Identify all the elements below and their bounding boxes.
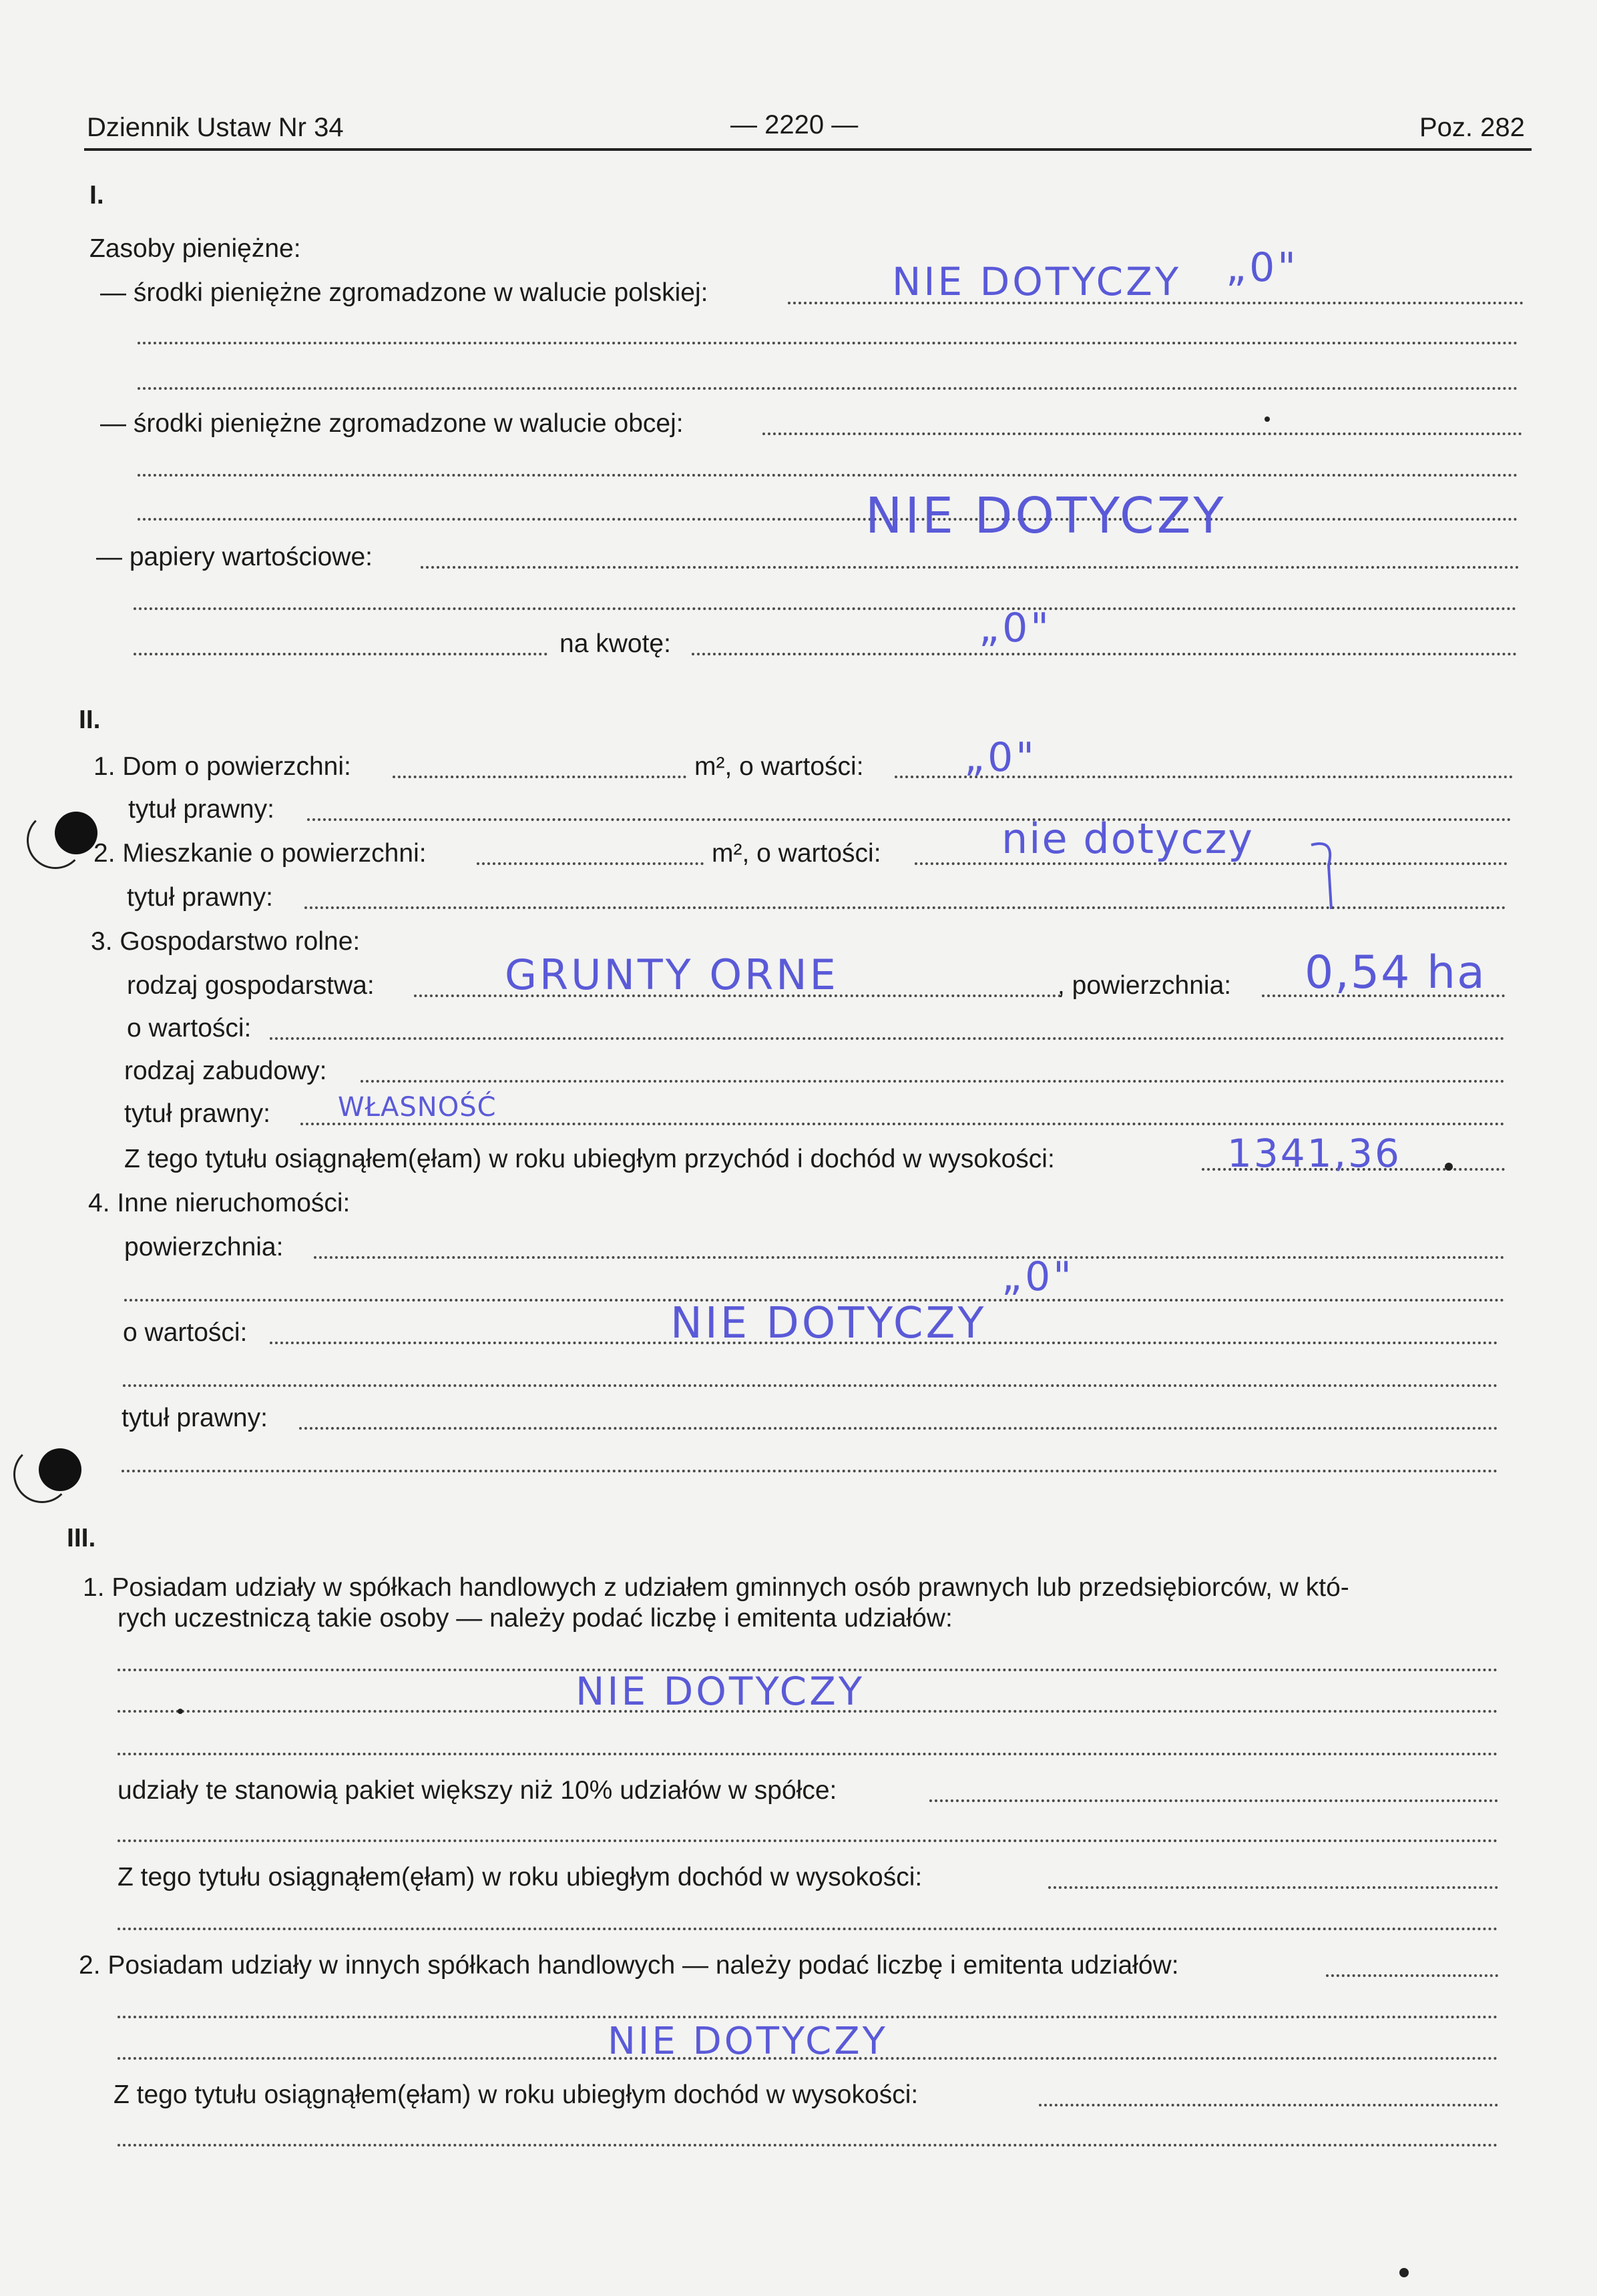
header-rule (84, 148, 1532, 151)
foreign-funds-line[interactable] (762, 433, 1522, 435)
shares2-handwriting: NIE DOTYCZY (608, 2020, 888, 2063)
farm-title-handwriting: WŁASNOŚĆ (338, 1092, 497, 1123)
shares1-text-line2: rych uczestniczą takie osoby — należy podać liczbę i emitenta udziałów: (118, 1604, 953, 1633)
shares2-label: 2. Posiadam udziały w innych spółkach handlowych — należy podać liczbę i emitenta udziałów: (79, 1951, 1179, 1980)
foreign-funds-label: — środki pieniężne zgromadzone w walucie obcej: (100, 409, 684, 438)
other-surface-label: powierzchnia: (124, 1233, 284, 1261)
other-zero: „0" (1001, 1253, 1074, 1300)
house-label: 1. Dom o powierzchni: (93, 752, 351, 781)
page-number: — 2220 — (730, 110, 859, 139)
shares1-line-3[interactable] (118, 1753, 1498, 1755)
amount-line[interactable] (692, 653, 1517, 655)
farm-title-line[interactable] (300, 1123, 1505, 1125)
securities-line-3a[interactable] (134, 653, 547, 655)
farm-label: 3. Gospodarstwo rolne: (91, 927, 361, 956)
farm-kind-handwriting: GRUNTY ORNE (505, 950, 839, 999)
house-value-label: m², o wartości: (694, 752, 864, 781)
pln-funds-handwriting: NIE DOTYCZY (892, 259, 1182, 304)
shares2-income-line-2[interactable] (118, 2144, 1498, 2146)
shares2-line-2[interactable] (118, 2016, 1498, 2018)
flat-area-line[interactable] (477, 862, 704, 865)
section-2-numeral: II. (79, 705, 101, 734)
shares2-line[interactable] (1326, 1974, 1498, 1977)
farm-income-label: Z tego tytułu osiągnąłem(ęłam) w roku ubiegłym przychód i dochód w wysokości: (124, 1145, 1055, 1173)
farm-area-label: , powierzchnia: (1058, 971, 1232, 1000)
farm-income-handwriting: 1341,36 (1227, 1131, 1401, 1176)
section-1-title: Zasoby pieniężne: (89, 234, 301, 263)
ink-dot (1445, 1163, 1453, 1171)
foreign-funds-handwriting: NIE DOTYCZY (865, 487, 1226, 545)
shares1-handwriting: NIE DOTYCZY (576, 1669, 865, 1714)
punch-ring-icon (27, 812, 84, 869)
section-1-numeral: I. (89, 181, 104, 210)
house-title-label: tytuł prawny: (128, 795, 274, 824)
house-area-line[interactable] (393, 776, 686, 778)
shares1-text-line1: 1. Posiadam udziały w spółkach handlowych z udziałem gminnych osób prawnych lub przedsiębiorców, w któ- (83, 1573, 1349, 1602)
farm-kind-label: rodzaj gospodarstwa: (127, 971, 375, 1000)
pln-funds-label: — środki pieniężne zgromadzone w walucie polskiej: (100, 278, 708, 307)
shares2-income-label: Z tego tytułu osiągnąłem(ęłam) w roku ubiegłym dochód w wysokości: (113, 2080, 919, 2109)
punch-ring-icon (13, 1446, 71, 1503)
amount-zero: „0" (979, 605, 1052, 651)
farm-buildings-label: rodzaj zabudowy: (124, 1057, 327, 1085)
pln-funds-line-2[interactable] (138, 342, 1518, 344)
farm-title-label: tytuł prawny: (124, 1099, 270, 1128)
foreign-funds-line-2[interactable] (138, 474, 1518, 477)
packet-label: udziały te stanowią pakiet większy niż 10% udziałów w spółce: (118, 1776, 837, 1805)
pln-funds-zero: „0" (1226, 244, 1299, 291)
securities-line-2[interactable] (134, 607, 1517, 610)
scan-speck (1265, 416, 1270, 422)
section-3-numeral: III. (67, 1524, 96, 1552)
farm-value-line[interactable] (270, 1037, 1505, 1040)
flat-label: 2. Mieszkanie o powierzchni: (93, 839, 427, 868)
scan-speck (178, 1709, 183, 1714)
house-title-line[interactable] (307, 818, 1512, 821)
other-surface-line[interactable] (314, 1256, 1505, 1259)
other-title-line-2[interactable] (122, 1470, 1498, 1472)
securities-label: — papiery wartościowe: (96, 543, 373, 571)
other-handwriting: NIE DOTYCZY (670, 1299, 987, 1348)
flat-handwritten-stroke (1309, 825, 1349, 912)
flat-value-label: m², o wartości: (712, 839, 881, 868)
journal-title: Dziennik Ustaw Nr 34 (87, 113, 344, 142)
shares1-income-line[interactable] (1048, 1886, 1498, 1889)
other-title-line[interactable] (299, 1427, 1498, 1430)
other-value-label: o wartości: (123, 1318, 248, 1347)
shares2-income-line[interactable] (1039, 2104, 1498, 2106)
farm-buildings-line[interactable] (361, 1080, 1505, 1083)
shares1-income-line-2[interactable] (118, 1928, 1498, 1930)
flat-title-label: tytuł prawny: (127, 883, 273, 912)
pln-funds-line-3[interactable] (138, 387, 1518, 390)
securities-line[interactable] (421, 566, 1520, 569)
farm-area-handwriting: 0,54 ha (1305, 946, 1486, 999)
shares1-income-label: Z tego tytułu osiągnąłem(ęłam) w roku ubiegłym dochód w wysokości: (118, 1863, 923, 1892)
scan-speck (1399, 2268, 1409, 2277)
house-zero: „0" (964, 734, 1037, 781)
farm-value-label: o wartości: (127, 1014, 252, 1043)
position-number: Poz. 282 (1419, 113, 1525, 142)
flat-handwriting: nie dotyczy (1001, 814, 1254, 863)
flat-title-line[interactable] (304, 906, 1506, 909)
amount-label: na kwotę: (559, 629, 671, 658)
other-property-label: 4. Inne nieruchomości: (88, 1189, 351, 1217)
packet-line[interactable] (929, 1799, 1498, 1802)
other-title-label: tytuł prawny: (122, 1404, 268, 1432)
foreign-funds-line-3[interactable] (138, 518, 1518, 521)
packet-line-2[interactable] (118, 1839, 1498, 1842)
other-value-line-2[interactable] (123, 1384, 1498, 1387)
